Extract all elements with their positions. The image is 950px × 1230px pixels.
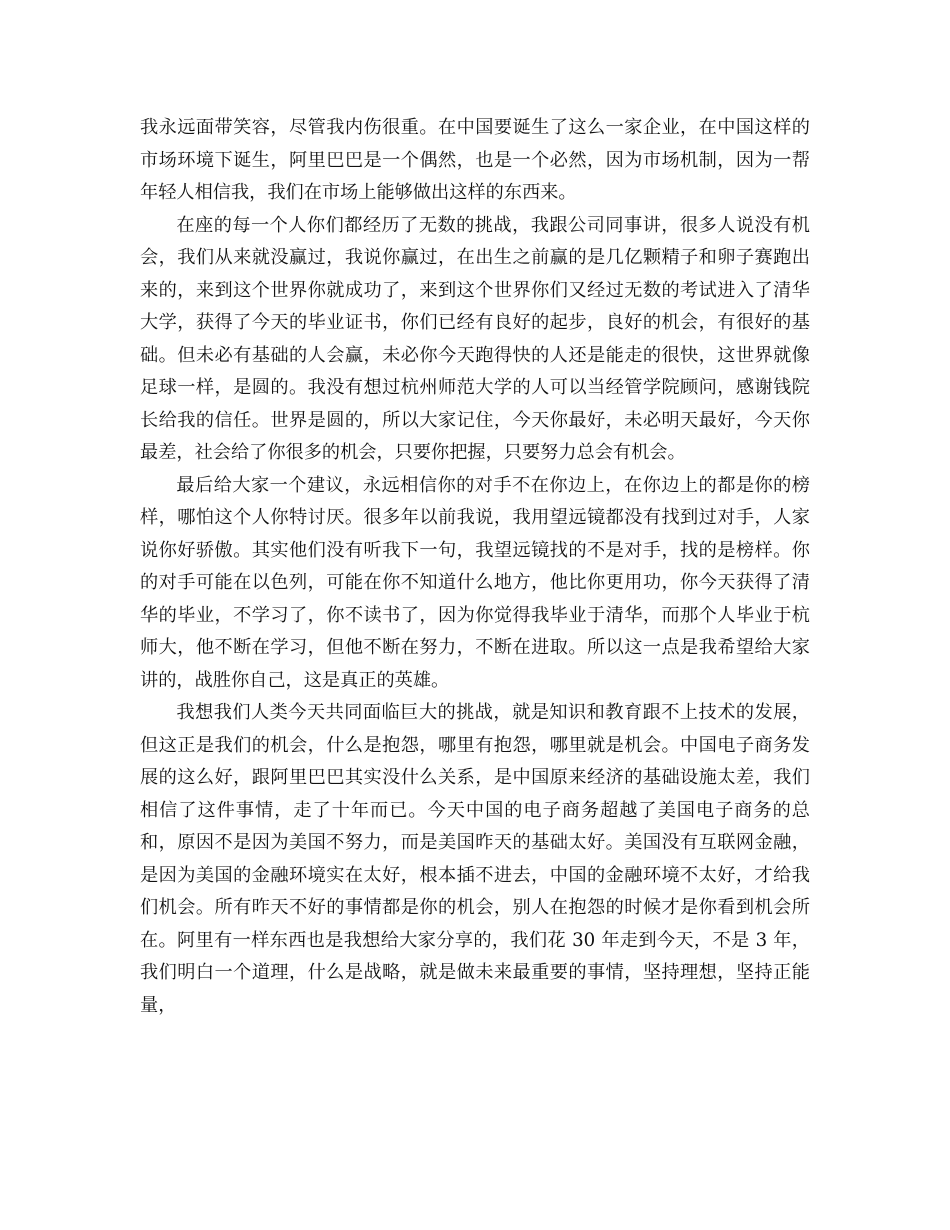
paragraph-4: 我想我们人类今天共同面临巨大的挑战，就是知识和教育跟不上技术的发展，但这正是我们的机会，什么是抱怨，哪里有抱怨，哪里就是机会。中国电子商务发展的这么好，跟阿里巴巴其实没什么关系，是中国原来经济的基础设施太差，我们相信了这件事情，走了十年而已。今天中国的电子商务超越了美国电子商务的总和，原因不是因为美国不努力，而是美国昨天的基础太好。美国没有互联网金融，是因为美国的金融环境实在太好，根本插不进去，中国的金融环境不太好，才给我们机会。所有昨天不好的事情都是你的机会，别人在抱怨的时候才是你看到机会所在。阿里有一样东西也是我想给大家分享的，我们花 30 年走到今天，不是 3 年，我们明白一个道理，什么是战略，就是做未来最重要的事情，坚持理想，坚持正能量， [140,702,810,1016]
document-body [140,112,810,1022]
paragraph-2: 在座的每一个人你们都经历了无数的挑战，我跟公司同事讲，很多人说没有机会，我们从来就没赢过，我说你赢过，在出生之前赢的是几亿颗精子和卵子赛跑出来的，来到这个世界你就成功了，来到这个世界你们又经过无数的考试进入了清华大学，获得了今天的毕业证书，你们已经有良好的起步，良好的机会，有很好的基础。但未必有基础的人会赢，未必你今天跑得快的人还是能走的很快，这世界就像足球一样，是圆的。我没有想过杭州师范大学的人可以当经管学院顾问，感谢钱院长给我的信任。世界是圆的，所以大家记住，今天你最好，未必明天最好，今天你最差，社会给了你很多的机会，只要你把握，只要努力总会有机会。 [140,214,810,463]
paragraph-1: 我永远面带笑容，尽管我内伤很重。在中国要诞生了这么一家企业，在中国这样的市场环境下诞生，阿里巴巴是一个偶然，也是一个必然，因为市场机制，因为一帮年轻人相信我，我们在市场上能够做出这样的东西来。 [140,117,810,203]
paragraph-3: 最后给大家一个建议，永远相信你的对手不在你边上，在你边上的都是你的榜样，哪怕这个人你特讨厌。很多年以前我说，我用望远镜都没有找到过对手，人家说你好骄傲。其实他们没有听我下一句，我望远镜找的不是对手，找的是榜样。你的对手可能在以色列，可能在你不知道什么地方，他比你更用功，你今天获得了清华的毕业，不学习了，你不读书了，因为你觉得我毕业于清华，而那个人毕业于杭师大，他不断在学习，但他不断在努力，不断在进取。所以这一点是我希望给大家讲的，战胜你自己，这是真正的英雄。 [140,474,810,691]
